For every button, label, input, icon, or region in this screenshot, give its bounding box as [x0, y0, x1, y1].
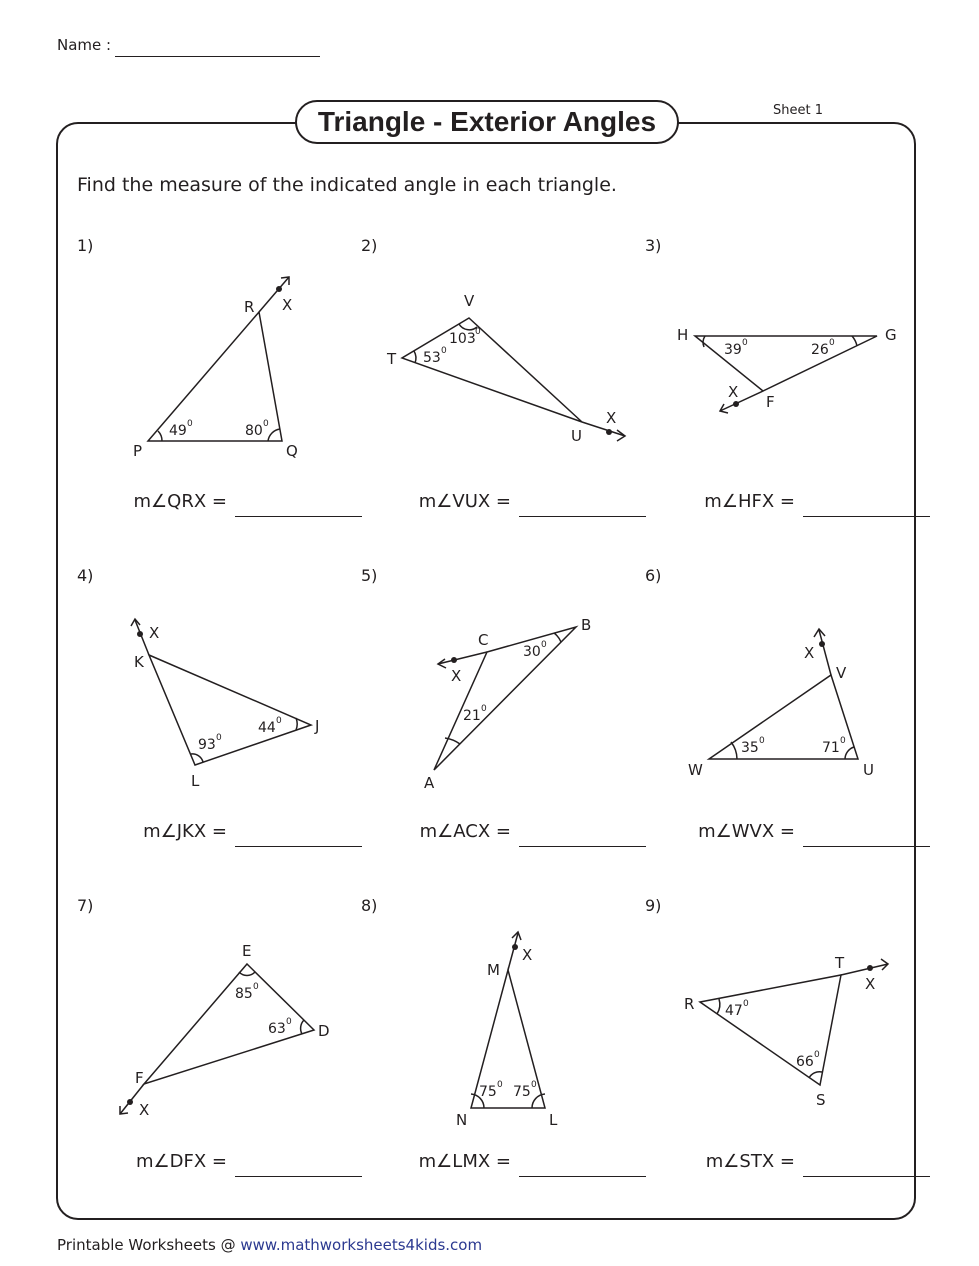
- problem-number: 3): [645, 236, 662, 255]
- triangle-diagram-6: [645, 566, 930, 816]
- vertex-label: F: [766, 393, 775, 411]
- triangle-diagram-5: [361, 566, 646, 816]
- angle-label: 26: [811, 342, 829, 358]
- problem-7: [77, 896, 362, 1226]
- triangle-diagram-4: [77, 566, 362, 816]
- degree-mark: 0: [759, 736, 765, 746]
- answer-label: m∠HFX =: [704, 491, 795, 512]
- vertex-label: X: [451, 667, 462, 685]
- vertex-label: V: [836, 664, 847, 682]
- answer-input-line[interactable]: [519, 516, 646, 517]
- degree-mark: 0: [840, 736, 846, 746]
- vertex-label: X: [139, 1101, 150, 1119]
- answer-row: [361, 1151, 646, 1177]
- vertex-label: T: [387, 350, 397, 368]
- answer-input-line[interactable]: [235, 846, 362, 847]
- problem-8: [361, 896, 646, 1226]
- triangle-diagram-2: [361, 236, 646, 486]
- triangle-diagram-1: [77, 236, 362, 486]
- problem-number: 4): [77, 566, 94, 585]
- problem-number: 7): [77, 896, 94, 915]
- answer-input-line[interactable]: [803, 846, 930, 847]
- angle-label: 71: [822, 740, 840, 756]
- vertex-label: G: [885, 326, 897, 344]
- degree-mark: 0: [541, 640, 547, 650]
- worksheet-title: Triangle - Exterior Angles: [295, 100, 679, 144]
- angle-label: 75: [513, 1084, 531, 1100]
- vertex-label: L: [191, 772, 200, 790]
- degree-mark: 0: [743, 999, 749, 1009]
- degree-mark: 0: [216, 733, 222, 743]
- answer-row: [645, 821, 930, 847]
- vertex-label: L: [549, 1111, 558, 1129]
- problem-number: 2): [361, 236, 378, 255]
- angle-label: 93: [198, 737, 216, 753]
- vertex-label: J: [315, 717, 320, 735]
- angle-label: 49: [169, 423, 187, 439]
- answer-label: m∠VUX =: [418, 491, 511, 512]
- vertex-label: Q: [286, 442, 298, 460]
- vertex-label: V: [464, 292, 475, 310]
- angle-label: 35: [741, 740, 759, 756]
- angle-label: 75: [479, 1084, 497, 1100]
- vertex-label: X: [728, 383, 739, 401]
- problem-number: 6): [645, 566, 662, 585]
- problem-4: [77, 566, 362, 896]
- triangle-diagram-9: [645, 896, 930, 1146]
- answer-label: m∠DFX =: [135, 1151, 227, 1172]
- vertex-label: K: [134, 653, 144, 671]
- sheet-number: Sheet 1: [773, 103, 823, 118]
- angle-label: 44: [258, 720, 276, 736]
- angle-label: 63: [268, 1021, 286, 1037]
- answer-label: m∠LMX =: [418, 1151, 511, 1172]
- degree-mark: 0: [475, 327, 481, 337]
- answer-label: m∠STX =: [705, 1151, 795, 1172]
- problem-number: 5): [361, 566, 378, 585]
- answer-input-line[interactable]: [519, 846, 646, 847]
- vertex-label: C: [478, 631, 489, 649]
- problem-number: 1): [77, 236, 94, 255]
- angle-label: 66: [796, 1054, 814, 1070]
- instruction-text: Find the measure of the indicated angle in each triangle.: [77, 174, 617, 196]
- answer-input-line[interactable]: [519, 1176, 646, 1177]
- answer-row: [645, 1151, 930, 1177]
- problem-number: 8): [361, 896, 378, 915]
- vertex-label: F: [135, 1069, 144, 1087]
- vertex-label: X: [149, 624, 160, 642]
- vertex-label: X: [606, 409, 617, 427]
- answer-row: [361, 821, 646, 847]
- answer-row: [77, 1151, 362, 1177]
- vertex-label: W: [688, 761, 703, 779]
- angle-label: 85: [235, 986, 253, 1002]
- degree-mark: 0: [253, 982, 259, 992]
- problem-9: [645, 896, 930, 1226]
- answer-input-line[interactable]: [235, 516, 362, 517]
- answer-row: [77, 491, 362, 517]
- vertex-label: T: [835, 954, 845, 972]
- vertex-label: X: [282, 296, 293, 314]
- degree-mark: 0: [441, 346, 447, 356]
- problem-2: [361, 236, 646, 566]
- footer-prefix: Printable Worksheets @: [57, 1236, 236, 1254]
- triangle-diagram-8: [361, 896, 646, 1146]
- degree-mark: 0: [814, 1050, 820, 1060]
- vertex-label: U: [863, 761, 874, 779]
- degree-mark: 0: [531, 1080, 537, 1090]
- vertex-label: R: [684, 995, 695, 1013]
- angle-label: 80: [245, 423, 263, 439]
- vertex-label: M: [487, 961, 500, 979]
- angle-label: 53: [423, 350, 441, 366]
- triangle-diagram-7: [77, 896, 362, 1146]
- answer-input-line[interactable]: [803, 516, 930, 517]
- degree-mark: 0: [187, 419, 193, 429]
- angle-label: 39: [724, 342, 742, 358]
- problem-3: [645, 236, 930, 566]
- vertex-label: U: [571, 427, 582, 445]
- vertex-label: B: [581, 616, 592, 634]
- angle-label: 30: [523, 644, 541, 660]
- vertex-label: N: [456, 1111, 468, 1129]
- vertex-label: R: [244, 298, 255, 316]
- answer-row: [645, 491, 930, 517]
- degree-mark: 0: [497, 1080, 503, 1090]
- answer-row: [77, 821, 362, 847]
- vertex-label: S: [816, 1091, 826, 1109]
- triangle-diagram-3: [645, 236, 930, 486]
- degree-mark: 0: [481, 704, 487, 714]
- vertex-label: X: [804, 644, 815, 662]
- angle-label: 47: [725, 1003, 743, 1019]
- answer-label: m∠QRX =: [133, 491, 227, 512]
- problem-number: 9): [645, 896, 662, 915]
- degree-mark: 0: [829, 338, 835, 348]
- degree-mark: 0: [276, 716, 282, 726]
- vertex-label: X: [865, 975, 876, 993]
- answer-input-line[interactable]: [803, 1176, 930, 1177]
- vertex-label: E: [242, 942, 252, 960]
- answer-label: m∠JKX =: [143, 821, 227, 842]
- answer-label: m∠ACX =: [419, 821, 511, 842]
- answer-row: [361, 491, 646, 517]
- name-input-line[interactable]: [115, 56, 320, 57]
- vertex-label: A: [424, 774, 435, 792]
- angle-label: 21: [463, 708, 481, 724]
- problem-1: [77, 236, 362, 566]
- vertex-label: X: [522, 946, 533, 964]
- footer-link[interactable]: www.mathworksheets4kids.com: [240, 1236, 483, 1254]
- vertex-label: D: [318, 1022, 330, 1040]
- vertex-label: P: [133, 442, 143, 460]
- footer: [57, 1236, 482, 1254]
- problem-6: [645, 566, 930, 896]
- degree-mark: 0: [263, 419, 269, 429]
- name-label: Name :: [57, 36, 112, 54]
- answer-input-line[interactable]: [235, 1176, 362, 1177]
- vertex-label: H: [677, 326, 689, 344]
- angle-label: 103: [449, 331, 476, 347]
- answer-label: m∠WVX =: [698, 821, 795, 842]
- degree-mark: 0: [286, 1017, 292, 1027]
- problem-5: [361, 566, 646, 896]
- degree-mark: 0: [742, 338, 748, 348]
